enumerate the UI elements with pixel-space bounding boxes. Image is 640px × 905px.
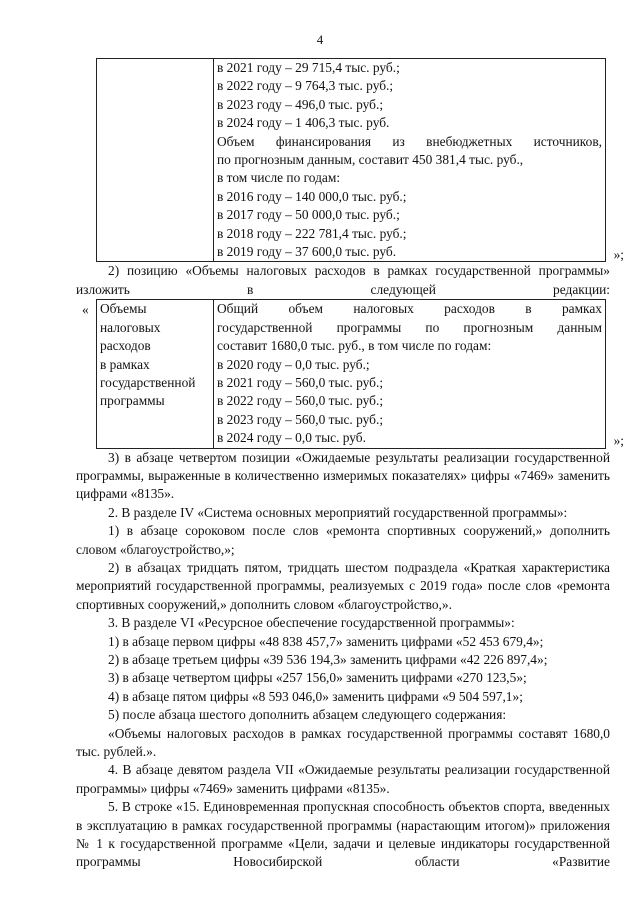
table-name-line: в рамках [100, 356, 150, 372]
table-name-line: налоговых [100, 319, 161, 335]
table-financing [96, 58, 606, 262]
table-name-line: Объемы [100, 301, 147, 317]
table-line: в 2022 году – 560,0 тыс. руб.; [217, 393, 384, 409]
table-line: в 2022 году – 9 764,3 тыс. руб.; [217, 78, 394, 94]
table-line: в 2023 году – 560,0 тыс. руб.; [217, 411, 384, 427]
table-line: Общий объем налоговых расходов в рамках [217, 301, 602, 317]
table-line: в 2024 году – 1 406,3 тыс. руб. [217, 115, 390, 131]
table-line: в том числе по годам: [217, 170, 341, 186]
paragraph: 2) в абзацах тридцать пятом, тридцать шестом подраздела «Краткая характеристика мероприятий государственной программы, реализуемых с 2019 года» после слов «ремонта спортивных сооружений,» дополнить словом «благоустройство,». [76, 559, 610, 612]
table-line: Объем финансирования из внебюджетных источников, [217, 133, 602, 149]
table-tax-name-cell [97, 300, 214, 448]
table-name-line: государственной [100, 374, 196, 390]
paragraph: 3) в абзаце четвертом позиции «Ожидаемые результаты реализации государственной программы, выраженные в количественно измеримых показателях» цифры «7469» заменить цифрами «8135». [76, 449, 610, 502]
paragraph: 4) в абзаце пятом цифры «8 593 046,0» заменить цифрами «9 504 597,1»; [108, 688, 523, 704]
table-line: в 2020 году – 0,0 тыс. руб.; [217, 356, 370, 372]
table-line: в 2016 году – 140 000,0 тыс. руб.; [217, 188, 407, 204]
paragraph: 5. В строке «15. Единовременная пропускная способность объектов спорта, введенных в эксплуатацию в рамках государственной программы (нарастающим итогом)» приложения № 1 к государственной программе «Цели, задачи и целевые индикаторы государственной программы Новосибирской области «Развитие [76, 799, 610, 870]
table-line: государственной программы по прогнозным данным [217, 319, 602, 335]
table-line: в 2018 году – 222 781,4 тыс. руб.; [217, 225, 407, 241]
paragraph: «Объемы налоговых расходов в рамках государственной программы составят 1680,0 тыс. рублей.». [76, 725, 610, 760]
paragraph: 2) в абзаце третьем цифры «39 536 194,3» заменить цифрами «42 226 897,4»; [108, 652, 548, 667]
table-financing-closing-quote: »; [613, 247, 624, 263]
table-line: составит 1680,0 тыс. руб., в том числе по годам: [217, 338, 492, 354]
table-line: в 2021 году – 29 715,4 тыс. руб.; [217, 60, 400, 75]
table-line: в 2019 году – 37 600,0 тыс. руб. [217, 244, 397, 260]
table-line: в 2024 году – 0,0 тыс. руб. [217, 430, 366, 446]
paragraph-item-2: 2) позицию «Объемы налоговых расходов в рамках государственной программы» изложить в следующей редакции: [76, 263, 610, 297]
table-financing-name-cell [97, 59, 214, 262]
table-line: в 2023 году – 496,0 тыс. руб.; [217, 96, 384, 112]
paragraph: 5) после абзаца шестого дополнить абзацем следующего содержания: [108, 707, 507, 723]
table-name-line: расходов [100, 338, 151, 354]
table-line: в 2017 году – 50 000,0 тыс. руб.; [217, 207, 400, 223]
paragraph: 1) в абзаце первом цифры «48 838 457,7» заменить цифрами «52 453 679,4»; [108, 633, 544, 649]
table-tax-value-cell [214, 300, 606, 448]
document-body [76, 58, 624, 872]
page-number: 4 [316, 32, 324, 47]
table-financing-value-cell [214, 59, 606, 262]
table-tax-opening-quote: « [82, 302, 89, 318]
table-financing-wrap [76, 58, 624, 263]
paragraph: 4. В абзаце девятом раздела VII «Ожидаемые результаты реализации государственной программы» цифры «7469» заменить цифрами «8135». [76, 762, 610, 796]
table-line: в 2021 году – 560,0 тыс. руб.; [217, 374, 384, 390]
paragraph: 3. В разделе VI «Ресурсное обеспечение государственной программы»: [108, 615, 515, 631]
table-name-line: программы [100, 393, 165, 409]
paragraph: 1) в абзаце сороковом после слов «ремонта спортивных сооружений,» дополнить словом «благоустройство,»; [76, 523, 610, 557]
table-tax-wrap [76, 299, 624, 449]
table-line: по прогнозным данным, составит 450 381,4 тыс. руб., [217, 152, 524, 168]
table-tax-closing-quote: »; [613, 433, 624, 449]
paragraph: 3) в абзаце четвертом цифры «257 156,0» заменить цифрами «270 123,5»; [108, 670, 527, 686]
table-tax [96, 299, 606, 448]
paragraph: 2. В разделе IV «Система основных мероприятий государственной программы»: [108, 504, 568, 520]
